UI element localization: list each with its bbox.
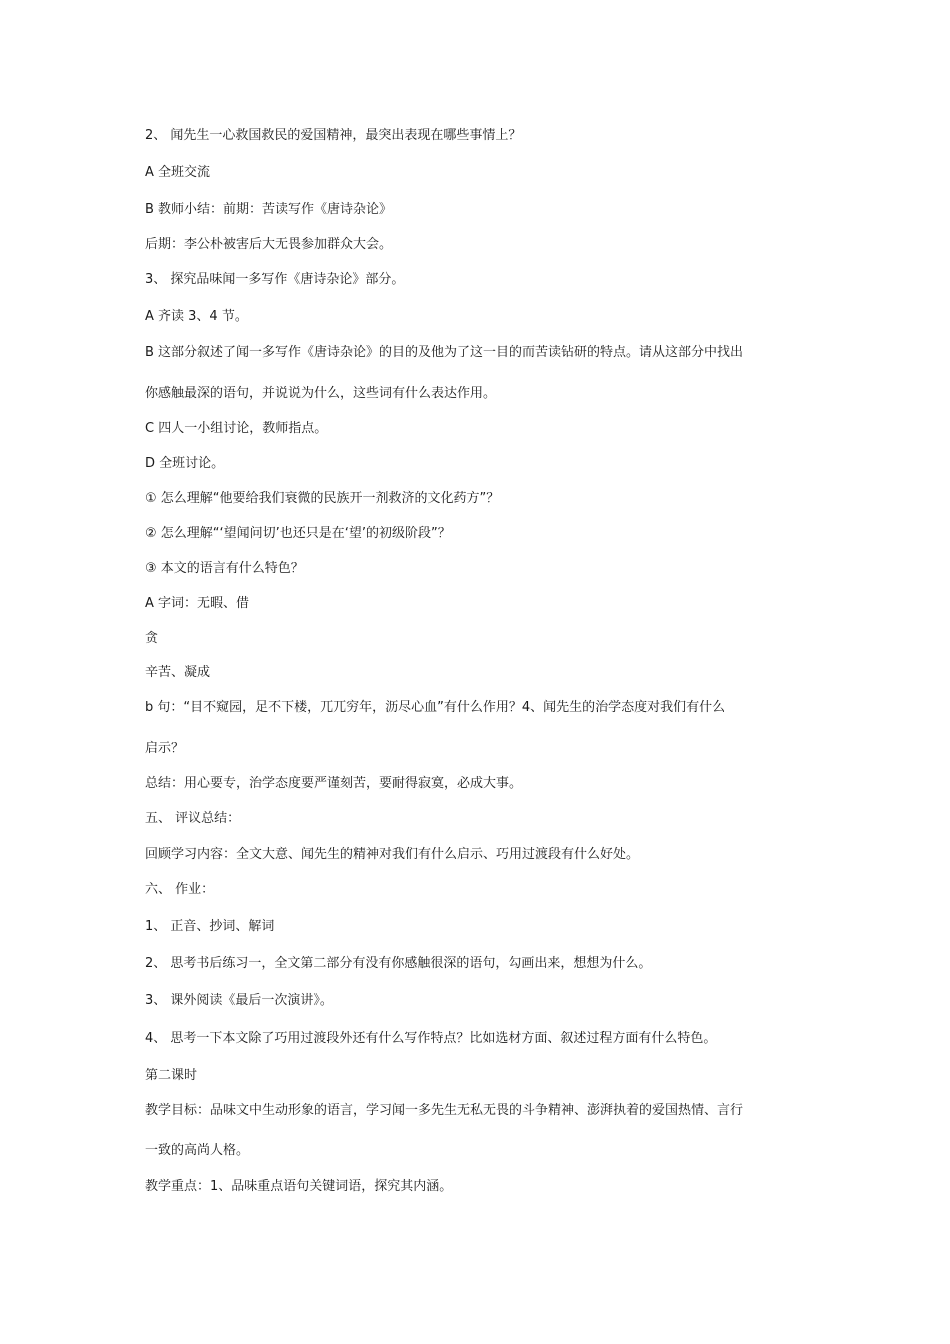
text-line: 4、 思考一下本文除了巧用过渡段外还有什么写作特点？比如选材方面、叙述过程方面有什么特色。 [145, 1031, 717, 1046]
text-line: 教学重点：1、品味重点语句关键词语，探究其内涵。 [145, 1179, 453, 1194]
text-line: 回顾学习内容：全文大意、闻先生的精神对我们有什么启示、巧用过渡段有什么好处。 [145, 847, 640, 862]
text-line: 3、 探究品味闻一多写作《唐诗杂论》部分。 [145, 272, 405, 287]
text-line: 3、 课外阅读《最后一次演讲》。 [145, 993, 333, 1008]
text-line: 五、 评议总结： [145, 811, 241, 826]
text-line: 贪 [145, 631, 159, 646]
text-line: D 全班讨论。 [145, 456, 225, 471]
text-line: b 句：“目不窥园，足不下楼，兀兀穷年，沥尽心血”有什么作用？4、闻先生的治学态度对我们有什么 [145, 700, 726, 715]
text-line: 辛苦、凝成 [145, 665, 211, 680]
text-line: 启示？ [145, 741, 185, 756]
text-line: 教学目标：品味文中生动形象的语言，学习闻一多先生无私无畏的斗争精神、澎湃执着的爱国热情、言行 [145, 1103, 744, 1118]
text-line: B 这部分叙述了闻一多写作《唐诗杂论》的目的及他为了这一目的而苦读钻研的特点。请从这部分中找出 [145, 345, 744, 360]
text-line: 第二课时 [145, 1068, 198, 1083]
text-line: 六、 作业： [145, 882, 215, 897]
text-line: 你感触最深的语句，并说说为什么，这些词有什么表达作用。 [145, 386, 497, 401]
text-line: 2、 闻先生一心救国救民的爱国精神，最突出表现在哪些事情上？ [145, 128, 522, 143]
text-line: 一致的高尚人格。 [145, 1143, 250, 1158]
text-line: A 全班交流 [145, 165, 211, 180]
text-line: 2、 思考书后练习一，全文第二部分有没有你感触很深的语句，勾画出来，想想为什么。 [145, 956, 652, 971]
text-line: 后期：李公朴被害后大无畏参加群众大会。 [145, 237, 393, 252]
text-line: ② 怎么理解“‘望闻问切’也还只是在‘望’的初级阶段”？ [145, 526, 451, 541]
text-line: A 字词：无暇、借 [145, 596, 250, 611]
text-line: ③ 本文的语言有什么特色？ [145, 561, 304, 576]
text-line: C 四人一小组讨论，教师指点。 [145, 421, 328, 436]
text-line: 总结：用心要专，治学态度要严谨刻苦，要耐得寂寞，必成大事。 [145, 776, 523, 791]
text-line: A 齐读 3、4 节。 [145, 309, 248, 324]
text-line: ① 怎么理解“他要给我们衰微的民族开一剂救济的文化药方”？ [145, 491, 500, 506]
text-line: 1、 正音、抄词、解词 [145, 919, 275, 934]
text-line: B 教师小结：前期：苦读写作《唐诗杂论》 [145, 202, 393, 217]
